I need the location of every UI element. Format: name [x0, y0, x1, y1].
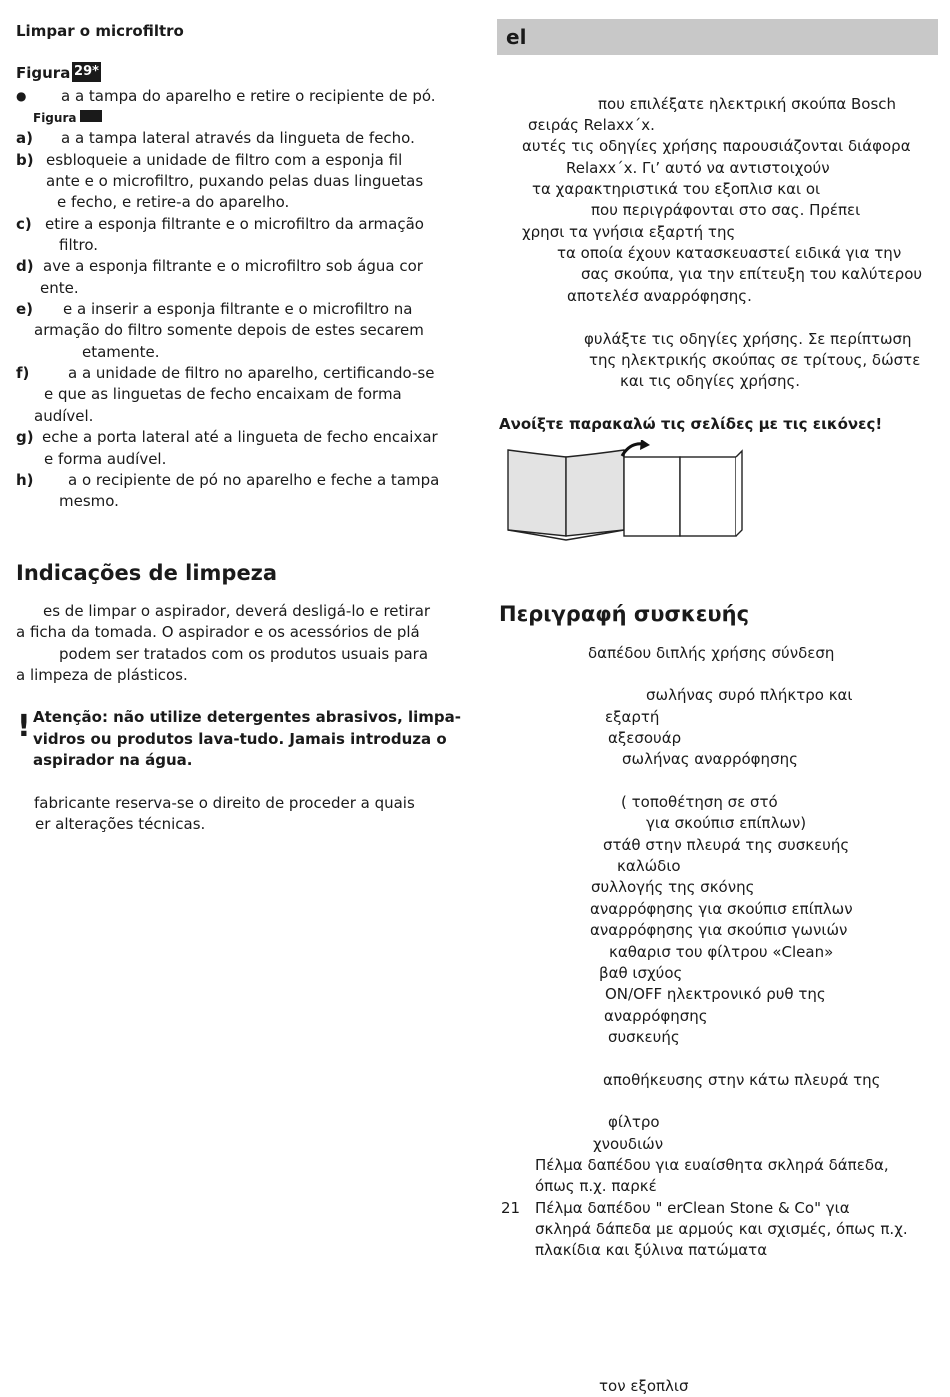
- desc-item: αναρρόφησης: [604, 1007, 708, 1025]
- foldout-pages-illustration: [504, 440, 746, 542]
- step-line: armação do filtro somente depois de estes secarem: [34, 321, 424, 339]
- figure-badge: 29*: [72, 62, 101, 82]
- step-line: a o recipiente de pó no aparelho e feche a tampa: [68, 471, 440, 489]
- desc-item: πλακίδια και ξύλινα πατώματα: [535, 1241, 768, 1259]
- desc-item: όπως π.χ. παρκέ: [535, 1177, 657, 1195]
- step-line: a a tampa lateral através da lingueta de fecho.: [61, 129, 415, 147]
- step-line: esbloqueie a unidade de filtro com a esponja fil: [46, 151, 403, 169]
- step-line: ave a esponja filtrante e o microfiltro sob água cor: [43, 257, 423, 275]
- intro-line: τα οποία έχουν κατασκευαστεί ειδικά για την: [557, 244, 902, 262]
- desc-item: χνουδιών: [593, 1135, 664, 1153]
- desc-item: σωλήνας αναρρόφησης: [622, 750, 798, 768]
- warning-icon: !: [17, 709, 31, 744]
- bullet-text: a a tampa do aparelho e retire o recipiente de pó.: [61, 87, 436, 105]
- desc-item: τον εξοπλισ: [599, 1377, 689, 1395]
- desc-item: συλλογής της σκόνης: [591, 878, 755, 896]
- desc-item: σωλήνας συρό πλήκτρο και: [646, 686, 853, 704]
- step-line: etamente.: [82, 343, 160, 361]
- language-header: [497, 19, 938, 55]
- device-description-title: Περιγραφή συσκευής: [499, 602, 750, 626]
- intro-line: Relaxx´x. Γι’ αυτό να αντιστοιχούν: [566, 159, 830, 177]
- step-marker: d): [16, 257, 34, 275]
- step-marker: a): [16, 129, 33, 147]
- figure-icon: [80, 110, 102, 122]
- step-marker: b): [16, 151, 34, 169]
- intro-line: σειράς Relaxx´x.: [528, 116, 655, 134]
- cleaning-line: a limpeza de plásticos.: [16, 666, 188, 684]
- warning-line: aspirador na água.: [33, 751, 193, 769]
- desc-item-number: 21: [501, 1199, 521, 1217]
- note-line: fabricante reserva-se o direito de proceder a quais: [34, 794, 415, 812]
- desc-item: ON/OFF ηλεκτρονικό ρυθ της: [605, 985, 826, 1003]
- note-line: er alterações técnicas.: [35, 815, 206, 833]
- keep-line: και τις οδηγίες χρήσης.: [620, 372, 801, 390]
- desc-item: αξεσουάρ: [608, 729, 682, 747]
- cleaning-line: podem ser tratados com os produtos usuais para: [59, 645, 429, 663]
- cleaning-line: es de limpar o aspirador, deverá desligá-lo e retirar: [43, 602, 431, 620]
- step-line: a a unidade de filtro no aparelho, certificando-se: [68, 364, 435, 382]
- intro-line: που περιγράφονται στο σας. Πρέπει: [591, 201, 861, 219]
- desc-item: καθαρισ του φίλτρου «Clean»: [609, 943, 834, 961]
- intro-line: αποτελέσ αναρρόφησης.: [567, 287, 752, 305]
- step-line: filtro.: [59, 236, 99, 254]
- desc-item: στάθ στην πλευρά της συσκευής: [603, 836, 850, 854]
- intro-line: σας σκούπα, για την επίτευξη του καλύτερου: [581, 265, 923, 283]
- desc-item: αναρρόφησης για σκούπισ γωνιών: [590, 921, 848, 939]
- step-line: e que as linguetas de fecho encaixam de forma: [44, 385, 402, 403]
- desc-item: Πέλμα δαπέδου " erClean Stone & Co" για: [535, 1199, 850, 1217]
- figure-label: Figura: [16, 64, 71, 82]
- bullet-icon: ●: [16, 89, 27, 103]
- warning-line: vidros ou produtos lava-tudo. Jamais introduza o: [33, 730, 447, 748]
- step-line: eche a porta lateral até a lingueta de fecho encaixar: [42, 428, 438, 446]
- step-marker: c): [16, 215, 32, 233]
- warning-line: Atenção: não utilize detergentes abrasivos, limpa-: [33, 708, 462, 726]
- keep-line: φυλάξτε τις οδηγίες χρήσης. Σε περίπτωση: [584, 330, 912, 348]
- desc-item: φίλτρο: [608, 1113, 660, 1131]
- cleaning-line: a ficha da tomada. O aspirador e os acessórios de plá: [16, 623, 420, 641]
- desc-item: βαθ ισχύος: [599, 964, 683, 982]
- open-pages-note: Ανοίξτε παρακαλώ τις σελίδες με τις εικόνες!: [499, 415, 883, 433]
- step-marker: f): [16, 364, 30, 382]
- desc-item: για σκούπισ επίπλων): [646, 814, 807, 832]
- intro-line: τα χαρακτηριστικά του εξοπλισ και οι: [532, 180, 821, 198]
- step-line: ente.: [40, 279, 79, 297]
- language-code: el: [506, 25, 527, 49]
- desc-item: αναρρόφησης για σκούπισ επίπλων: [590, 900, 853, 918]
- step-line: etire a esponja filtrante e o microfiltro da armação: [45, 215, 424, 233]
- desc-item: αποθήκευσης στην κάτω πλευρά της: [603, 1071, 881, 1089]
- desc-item: ( τοποθέτηση σε στό: [621, 793, 778, 811]
- step-line: audível.: [34, 407, 94, 425]
- intro-line: που επιλέξατε ηλεκτρική σκούπα Bosch: [598, 95, 897, 113]
- step-line: ante e o microfiltro, puxando pelas duas linguetas: [46, 172, 424, 190]
- cleaning-title: Indicações de limpeza: [16, 561, 278, 585]
- sub-figure-label: Figura: [33, 111, 77, 125]
- intro-line: χρησι τα γνήσια εξαρτή της: [522, 223, 736, 241]
- section-title-microfilter: Limpar o microfiltro: [16, 22, 184, 40]
- step-line: e a inserir a esponja filtrante e o microfiltro na: [63, 300, 413, 318]
- desc-item: συσκευής: [608, 1028, 680, 1046]
- step-line: mesmo.: [59, 492, 119, 510]
- desc-item: δαπέδου διπλής χρήσης σύνδεση: [588, 644, 835, 662]
- step-line: e forma audível.: [44, 450, 167, 468]
- step-marker: g): [16, 428, 34, 446]
- desc-item: εξαρτή: [605, 708, 660, 726]
- intro-line: αυτές τις οδηγίες χρήσης παρουσιάζονται διάφορα: [522, 137, 911, 155]
- keep-line: της ηλεκτρικής σκούπας σε τρίτους, δώστε: [589, 351, 921, 369]
- desc-item: σκληρά δάπεδα με αρμούς και σχισμές, όπως π.χ.: [535, 1220, 908, 1238]
- desc-item: καλώδιο: [617, 857, 681, 875]
- step-marker: h): [16, 471, 34, 489]
- step-line: e fecho, e retire-a do aparelho.: [57, 193, 290, 211]
- desc-item: Πέλμα δαπέδου για ευαίσθητα σκληρά δάπεδα,: [535, 1156, 889, 1174]
- step-marker: e): [16, 300, 34, 318]
